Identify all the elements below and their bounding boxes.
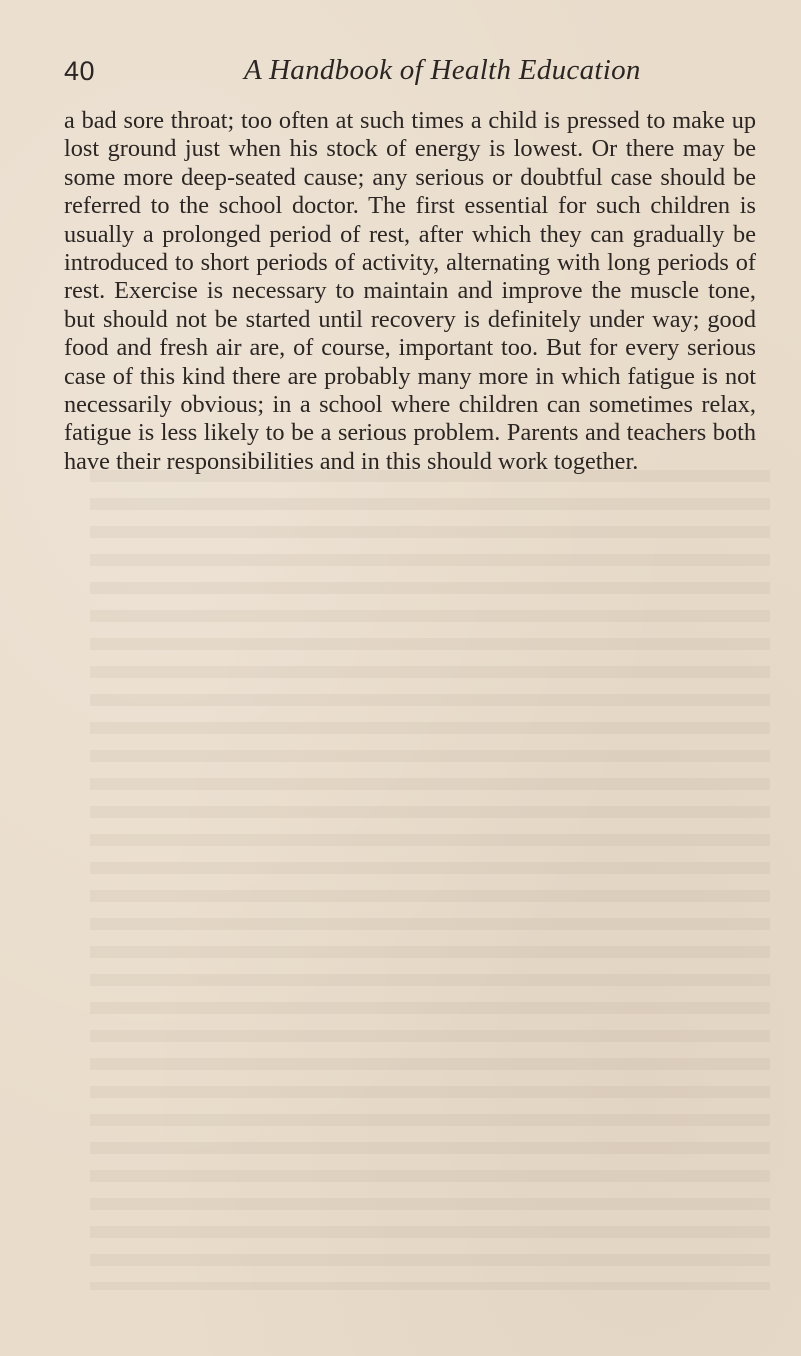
body-paragraph: a bad sore throat; too often at such times a child is pressed to make up lost ground just when his stock of energy is lowest. Or there may be some more deep-seated cause; any serious or doubtful case should be referred to the school doctor. The first essential for such children is usually a prolonged period of rest, after which they can gradually be introduced to short periods of activity, alternating with long periods of rest. Exercise is necessary to maintain and improve the muscle tone, but should not be started until recovery is definitely under way; good food and fresh air are, of course, important too. But for every serious case of this kind there are probably many more in which fatigue is not necessarily obvious; in a school where children can sometimes relax, fatigue is less likely to be a serious problem. Parents and teachers both have their responsibilities and in this should work together. (64, 107, 756, 475)
running-header (64, 50, 754, 90)
running-title: A Handbook of Health Education (244, 54, 641, 86)
page-number: 40 (64, 56, 96, 86)
bleed-through-texture (90, 470, 770, 1290)
